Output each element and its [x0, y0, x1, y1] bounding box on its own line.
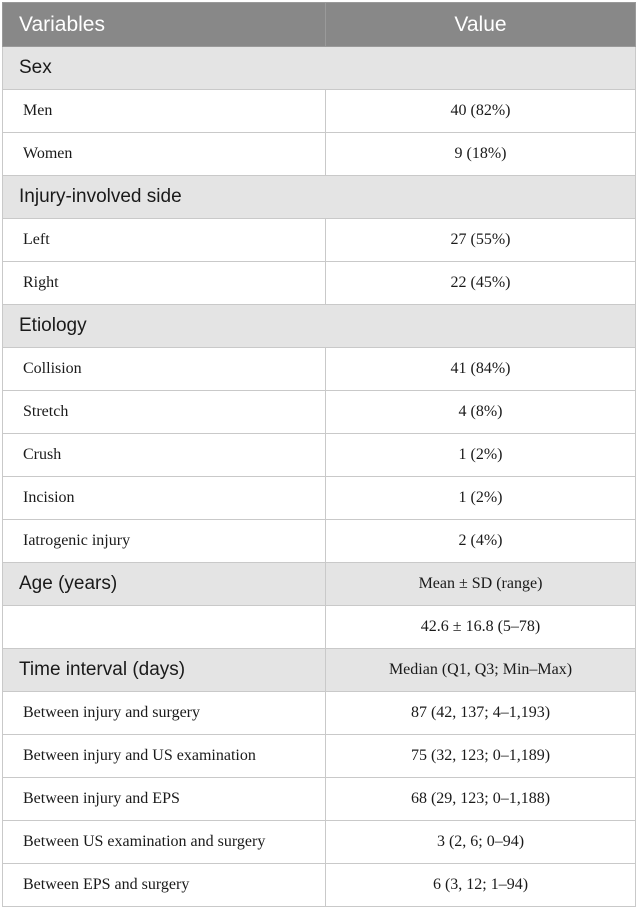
- section-row: [3, 47, 636, 90]
- row-value: 1 (2%): [326, 434, 636, 477]
- row-value: 3 (2, 6; 0–94): [326, 821, 636, 864]
- row-value: 1 (2%): [326, 477, 636, 520]
- table-row: [3, 219, 636, 262]
- row-label: Between injury and surgery: [3, 692, 326, 735]
- table-body: [3, 47, 636, 907]
- section-title: Etiology: [3, 305, 636, 348]
- row-label: Collision: [3, 348, 326, 391]
- table-row: [3, 434, 636, 477]
- row-value: 27 (55%): [326, 219, 636, 262]
- row-value: 4 (8%): [326, 391, 636, 434]
- section-subheader: Median (Q1, Q3; Min–Max): [326, 649, 636, 692]
- table-row: [3, 864, 636, 907]
- row-label: [3, 606, 326, 649]
- row-label: Between injury and EPS: [3, 778, 326, 821]
- row-label: Right: [3, 262, 326, 305]
- section-row: [3, 563, 636, 606]
- section-row: [3, 649, 636, 692]
- data-table: [2, 2, 636, 907]
- row-value: 40 (82%): [326, 90, 636, 133]
- row-label: Between injury and US examination: [3, 735, 326, 778]
- row-value: 6 (3, 12; 1–94): [326, 864, 636, 907]
- table-row: [3, 262, 636, 305]
- row-label: Between US examination and surgery: [3, 821, 326, 864]
- row-value: 75 (32, 123; 0–1,189): [326, 735, 636, 778]
- row-label: Left: [3, 219, 326, 262]
- table-row: [3, 778, 636, 821]
- table-row: [3, 606, 636, 649]
- row-label: Crush: [3, 434, 326, 477]
- row-value: 22 (45%): [326, 262, 636, 305]
- row-value: 41 (84%): [326, 348, 636, 391]
- table-row: [3, 391, 636, 434]
- row-value: 87 (42, 137; 4–1,193): [326, 692, 636, 735]
- row-label: Women: [3, 133, 326, 176]
- header-value: Value: [326, 3, 636, 47]
- row-value: 42.6 ± 16.8 (5–78): [326, 606, 636, 649]
- table-row: [3, 133, 636, 176]
- section-row: [3, 305, 636, 348]
- row-label: Between EPS and surgery: [3, 864, 326, 907]
- row-value: 9 (18%): [326, 133, 636, 176]
- section-title: Time interval (days): [3, 649, 326, 692]
- table-row: [3, 821, 636, 864]
- table-row: [3, 692, 636, 735]
- section-title: Injury-involved side: [3, 176, 636, 219]
- table-row: [3, 735, 636, 778]
- section-title: Age (years): [3, 563, 326, 606]
- row-label: Incision: [3, 477, 326, 520]
- row-label: Men: [3, 90, 326, 133]
- row-label: Stretch: [3, 391, 326, 434]
- table-row: [3, 520, 636, 563]
- row-value: 68 (29, 123; 0–1,188): [326, 778, 636, 821]
- row-label: Iatrogenic injury: [3, 520, 326, 563]
- row-value: 2 (4%): [326, 520, 636, 563]
- table-row: [3, 348, 636, 391]
- section-title: Sex: [3, 47, 636, 90]
- table-row: [3, 90, 636, 133]
- section-subheader: Mean ± SD (range): [326, 563, 636, 606]
- table-row: [3, 477, 636, 520]
- section-row: [3, 176, 636, 219]
- table-header-row: [3, 3, 636, 47]
- header-variables: Variables: [3, 3, 326, 47]
